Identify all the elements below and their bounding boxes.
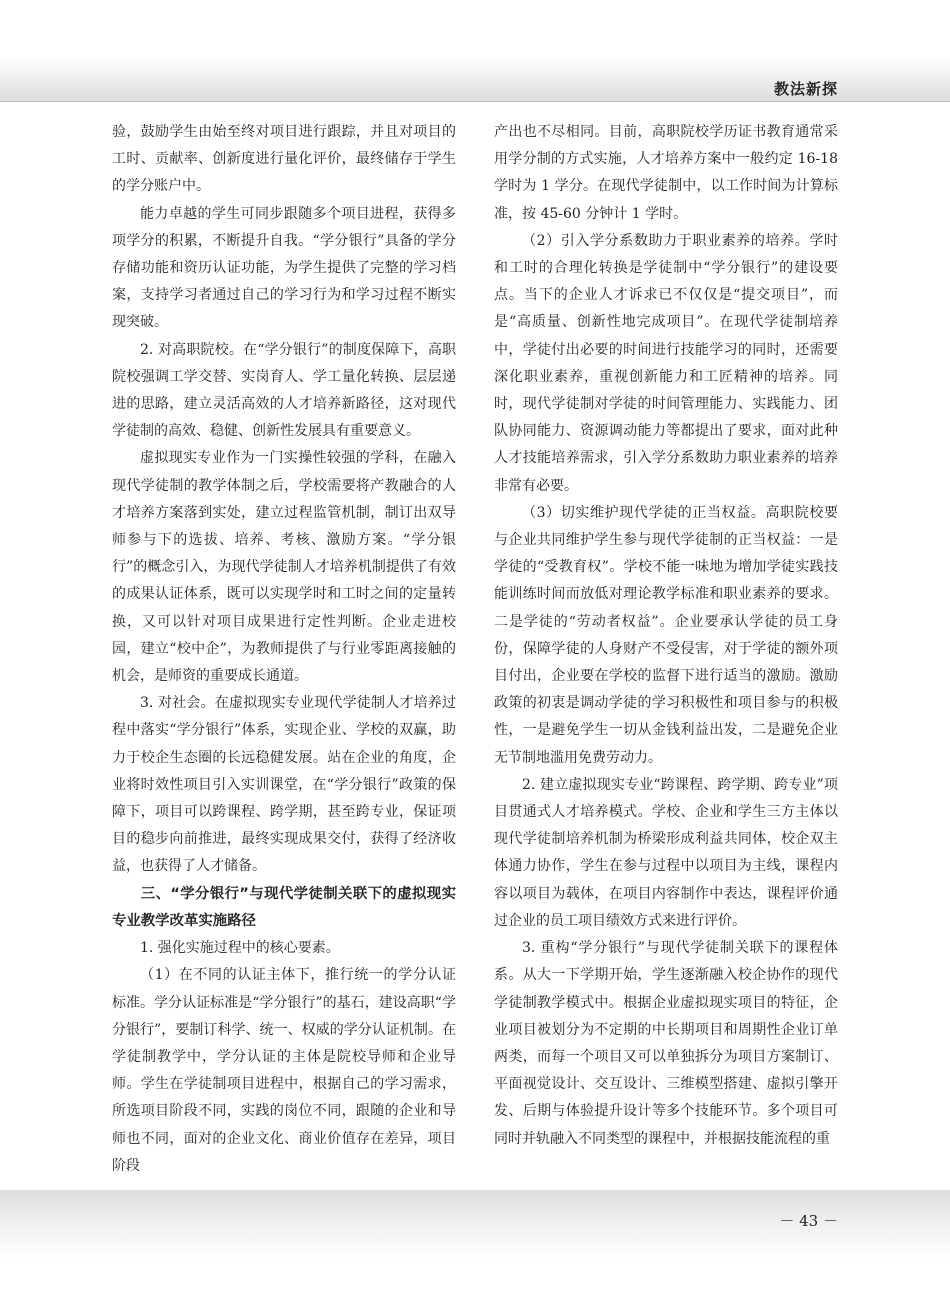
- paragraph: （3）切实维护现代学徒的正当权益。高职院校要与企业共同维护学生参与现代学徒制的正当权益：一是学徒的“受教育权”。学校不能一味地为增加学徒实践技能训练时间而放低对理论教学标准和职业素养的要求。二是学徒的“劳动者权益”。企业要承认学徒的员工身份，保障学徒的人身财产不受侵害，对于学徒的额外项目付出，企业要在学校的监督下进行适当的激励。激励政策的初衷是调动学徒的学习积极性和项目参与的积极性，一是避免学生一切从金钱利益出发，二是避免企业无节制地滥用免费劳动力。: [494, 504, 838, 766]
- section-title: 教法新探: [773, 80, 838, 98]
- paragraph: （1）在不同的认证主体下，推行统一的学分认证标准。学分认证标准是“学分银行”的基石，建设高职“学分银行”，要制订科学、统一、权威的学分认证机制。在学徒制教学中，学分认证的主体是院校导师和企业导师。学生在学徒制项目进程中，根据自己的学习需求，所选项目阶段不同，实践的岗位不同，跟随的企业和导师也不同，面对的企业文化、商业价值存在差异，项目阶段: [112, 967, 456, 1174]
- right-column: [494, 119, 838, 1153]
- page-number: － 43 －: [779, 1212, 838, 1230]
- paragraph: 3. 对社会。在虚拟现实专业现代学徒制人才培养过程中落实“学分银行”体系，实现企业、学校的双赢，助力于校企生态圈的长远稳健发展。站在企业的角度，企业将时效性项目引入实训课堂，在“学分银行”政策的保障下，项目可以跨课程、跨学期，甚至跨专业，保证项目的稳步向前推进，最终实现成果交付，获得了经济收益，也获得了人才储备。: [112, 695, 456, 875]
- paragraph: 3. 重构“学分银行”与现代学徒制关联下的课程体系。从大一下学期开始，学生逐渐融入校企协作的现代学徒制教学模式中。根据企业虚拟现实项目的特征，企业项目被划分为不定期的中长期项目和周期性企业订单两类，而每一个项目又可以单独拆分为项目方案制订、平面视觉设计、交互设计、三维模型搭建、虚拟引擎开发、后期与体验提升设计等多个技能环节。多个项目可同时并轨融入不同类型的课程中，并根据技能流程的重: [494, 940, 838, 1147]
- header-rule: [0, 101, 950, 102]
- paragraph: （2）引入学分系数助力于职业素养的培养。学时和工时的合理化转换是学徒制中“学分银行”的建设要点。当下的企业人才诉求已不仅仅是“提交项目”，而是“高质量、创新性地完成项目”。在现代学徒制培养中，学徒付出必要的时间进行技能学习的同时，还需要深化职业素养，重视创新能力和工匠精神的培养。同时，现代学徒制对学徒的时间管理能力、实践能力、团队协同能力、资源调动能力等都提出了要求，面对此种人才技能培养需求，引入学分系数助力职业素养的培养非常有必要。: [494, 232, 838, 494]
- section-heading: 三、“学分银行”与现代学徒制关联下的虚拟现实专业教学改革实施路径: [112, 885, 456, 929]
- paragraph: 2. 对高职院校。在“学分银行”的制度保障下，高职院校强调工学交替、实岗育人、学工量化转换、层层递进的思路，建立灵活高效的人才培养新路径，这对现代学徒制的高效、稳健、创新性发展具有重要意义。: [112, 341, 456, 440]
- paragraph: 2. 建立虚拟现实专业“跨课程、跨学期、跨专业”项目贯通式人才培养模式。学校、企业和学生三方主体以现代学徒制培养机制为桥梁形成利益共同体，校企双主体通力协作，学生在参与过程中以项目为主线，课程内容以项目为载体，在项目内容制作中表达，课程评价通过企业的员工项目绩效方式来进行评价。: [494, 776, 838, 929]
- page-footer: [0, 1190, 950, 1289]
- paragraph: 验，鼓励学生由始至终对项目进行跟踪，并且对项目的工时、贡献率、创新度进行量化评价，最终储存于学生的学分账户中。: [112, 124, 456, 195]
- paragraph: 虚拟现实专业作为一门实操性较强的学科，在融入现代学徒制的教学体制之后，学校需要将产教融合的人才培养方案落到实处，建立过程监管机制，制订出双导师参与下的选拔、培养、考核、激励方案。“学分银行”的概念引入，为现代学徒制人才培养机制提供了有效的成果认证体系，既可以实现学时和工时之间的定量转换，又可以针对项目成果进行定性判断。企业走进校园，建立“校中企”，为教师提供了与行业零距离接触的机会，是师资的重要成长通道。: [112, 450, 456, 685]
- paragraph: 能力卓越的学生可同步跟随多个项目进程，获得多项学分的积累，不断提升自我。“学分银行”具备的学分存储功能和资历认证功能，为学生提供了完整的学习档案，支持学习者通过自己的学习行为和学习过程不断实现突破。: [112, 205, 456, 331]
- paragraph: 产出也不尽相同。目前，高职院校学历证书教育通常采用学分制的方式实施，人才培养方案中一般约定 16-18 学时为 1 学分。在现代学徒制中，以工作时间为计算标准，按 45-60 分钟计 1 学时。: [494, 124, 838, 222]
- left-column: [112, 119, 456, 1180]
- paragraph: 1. 强化实施过程中的核心要素。: [140, 940, 340, 957]
